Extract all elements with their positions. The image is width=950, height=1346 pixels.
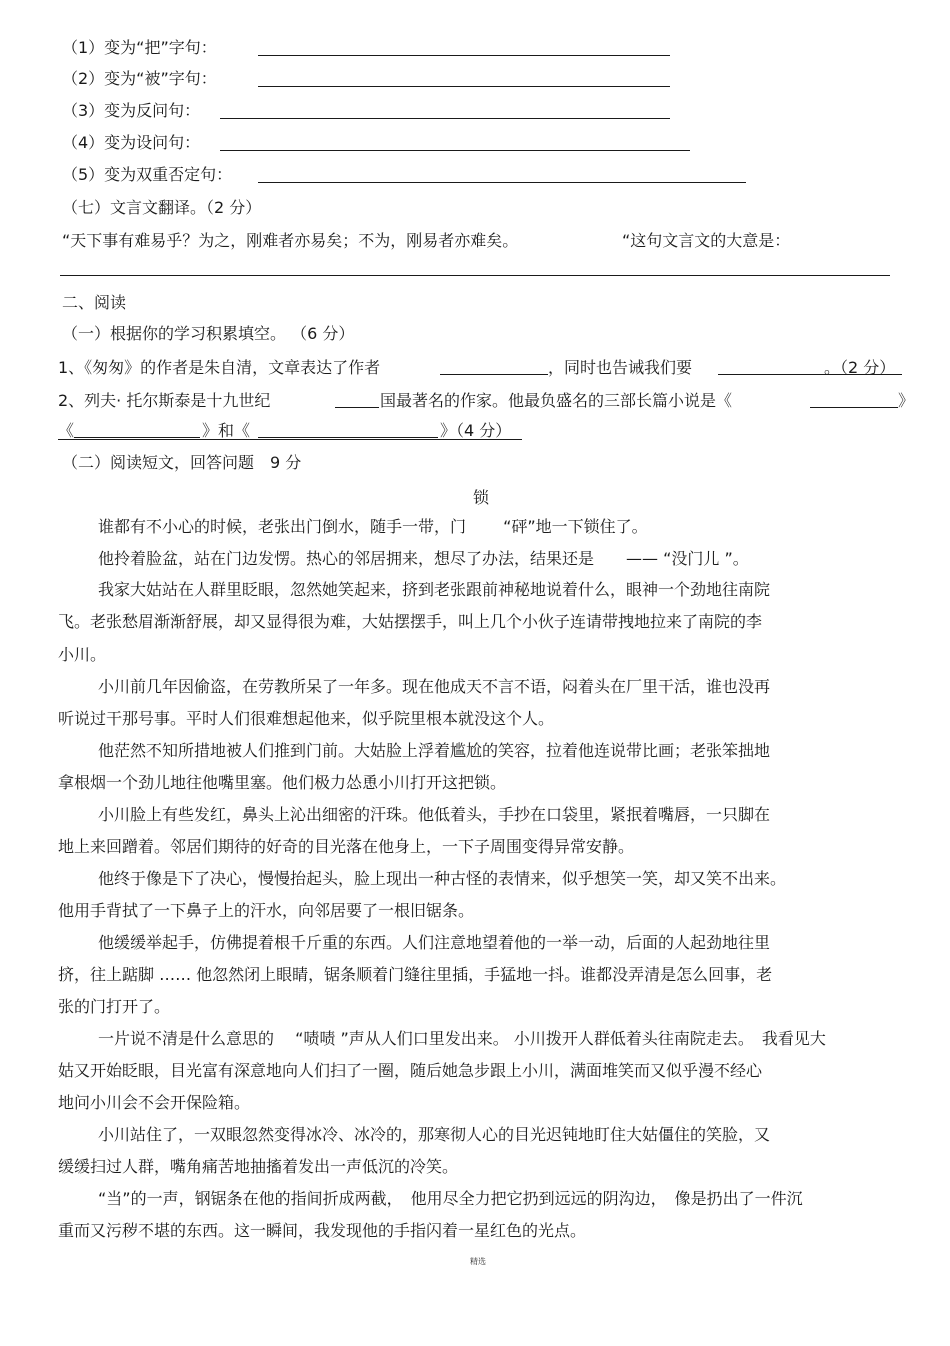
story-title: 锁 bbox=[473, 488, 490, 507]
reading-section-title: 二、阅读 bbox=[62, 293, 127, 312]
story-line: 谁都有不小心的时候，老张出门倒水，随手一带，门 “砰”地一下锁住了。 bbox=[98, 517, 648, 536]
story-line: 重而又污秽不堪的东西。这一瞬间，我发现他的手指闪着一星红色的光点。 bbox=[58, 1221, 587, 1240]
translation-heading: （七）文言文翻译。（2 分） bbox=[62, 198, 262, 217]
exercise-1-answer-line[interactable] bbox=[258, 39, 670, 56]
story-line: 飞。老张愁眉渐渐舒展，却又显得很为难，大姑摆摆手，叫上几个小伙子连请带拽地拉来了南院的李 bbox=[58, 612, 763, 631]
exercise-1-label: （1）变为“把”字句： bbox=[62, 38, 217, 57]
translation-prompt: “这句文言文的大意是： bbox=[622, 231, 791, 250]
footer-label: 精选 bbox=[470, 1257, 486, 1266]
question-2-blank-country[interactable] bbox=[335, 391, 379, 408]
story-line: 张的门打开了。 bbox=[58, 997, 171, 1016]
story-line: 他终于像是下了决心，慢慢抬起头，脸上现出一种古怪的表情来，似乎想笑一笑，却又笑不出来。 bbox=[98, 869, 787, 888]
question-1-text-a: 1、《匆匆》的作者是朱自清，文章表达了作者 bbox=[58, 358, 381, 377]
question-2-text-b: 国最著名的作家。他最负盛名的三部长篇小说是《 bbox=[380, 391, 733, 410]
exercise-2-answer-line[interactable] bbox=[258, 70, 670, 87]
part1-heading: （一）根据你的学习积累填空。 （6 分） bbox=[62, 324, 355, 343]
question-2-text-c: 》 bbox=[898, 391, 915, 410]
question-2-blank-novel-3[interactable] bbox=[258, 421, 438, 438]
question-2-underline bbox=[58, 439, 522, 440]
story-line: 小川。 bbox=[58, 645, 107, 664]
question-1-blank-1[interactable] bbox=[440, 358, 548, 375]
story-line: 姑又开始眨眼，目光富有深意地向人们扫了一圈，随后她急步跟上小川，满面堆笑而又似乎漫不经心 bbox=[58, 1061, 763, 1080]
story-line: 他用手背拭了一下鼻子上的汗水，向邻居要了一根旧锯条。 bbox=[58, 901, 475, 920]
story-line: “当”的一声，钢锯条在他的指间折成两截， 他用尽全力把它扔到远远的阴沟边， 像是扔出了一件沉 bbox=[98, 1189, 803, 1208]
story-line: 小川前几年因偷盗，在劳教所呆了一年多。现在他成天不言不语，闷着头在厂里干活，谁也没再 bbox=[98, 677, 771, 696]
exercise-3-answer-line[interactable] bbox=[220, 102, 670, 119]
exercise-3-label: （3）变为反问句： bbox=[62, 101, 201, 120]
question-2-text-d: 《 bbox=[58, 421, 75, 440]
story-line: 小川脸上有些发红，鼻头上沁出细密的汗珠。他低着头，手抄在口袋里，紧抿着嘴唇，一只脚在 bbox=[98, 805, 771, 824]
exercise-4-answer-line[interactable] bbox=[220, 134, 690, 151]
question-2-blank-novel-2[interactable] bbox=[74, 421, 200, 438]
question-2-text-a: 2、列夫· 托尔斯泰是十九世纪 bbox=[58, 391, 271, 410]
story-line: 地上来回蹭着。邻居们期待的好奇的目光落在他身上，一下子周围变得异常安静。 bbox=[58, 837, 635, 856]
question-2-text-f: 》（4 分） bbox=[440, 421, 512, 440]
question-2-blank-novel-1[interactable] bbox=[810, 391, 898, 408]
question-1-text-b: ，同时也告诫我们要 bbox=[548, 358, 693, 377]
story-line: 挤，往上踮脚 …… 他忽然闭上眼睛，锯条顺着门缝往里插，手猛地一抖。谁都没弄清是怎么回事，老 bbox=[58, 965, 773, 984]
story-line: 拿根烟一个劲儿地往他嘴里塞。他们极力怂恿小川打开这把锁。 bbox=[58, 773, 507, 792]
story-line: 小川站住了，一双眼忽然变得冰冷、冰冷的，那寒彻人心的目光迟钝地盯住大姑僵住的笑脸，又 bbox=[98, 1125, 771, 1144]
exercise-4-label: （4）变为设问句： bbox=[62, 133, 201, 152]
part2-heading: （二）阅读短文，回答问题 9 分 bbox=[62, 453, 302, 472]
story-line: 一片说不清是什么意思的 “啧啧 ”声从人们口里发出来。 小川拨开人群低着头往南院走去。 我看见大 bbox=[98, 1029, 826, 1048]
question-1-text-c: 。（2 分） bbox=[824, 358, 896, 377]
translation-quote: “天下事有难易乎？为之，刚难者亦易矣；不为，刚易者亦难矣。 bbox=[62, 231, 519, 250]
story-line: 他缓缓举起手，仿佛提着根千斤重的东西。人们注意地望着他的一举一动，后面的人起劲地往里 bbox=[98, 933, 771, 952]
story-line: 我家大姑站在人群里眨眼，忽然她笑起来，挤到老张跟前神秘地说着什么，眼神一个劲地往南院 bbox=[98, 580, 771, 599]
question-2-text-e: 》和《 bbox=[202, 421, 251, 440]
story-line: 他茫然不知所措地被人们推到门前。大姑脸上浮着尴尬的笑容，拉着他连说带比画；老张笨拙地 bbox=[98, 741, 771, 760]
exercise-5-answer-line[interactable] bbox=[258, 166, 746, 183]
story-line: 地问小川会不会开保险箱。 bbox=[58, 1093, 251, 1112]
story-line: 他拎着脸盆，站在门边发愣。热心的邻居拥来，想尽了办法，结果还是 —— “没门儿 ”。 bbox=[98, 549, 749, 568]
story-line: 缓缓扫过人群，嘴角痛苦地抽搐着发出一声低沉的冷笑。 bbox=[58, 1157, 459, 1176]
story-line: 听说过干那号事。平时人们很难想起他来，似乎院里根本就没这个人。 bbox=[58, 709, 555, 728]
exercise-2-label: （2）变为“被”字句： bbox=[62, 69, 217, 88]
exercise-5-label: （5）变为双重否定句： bbox=[62, 165, 233, 184]
translation-answer-line[interactable] bbox=[60, 259, 890, 276]
